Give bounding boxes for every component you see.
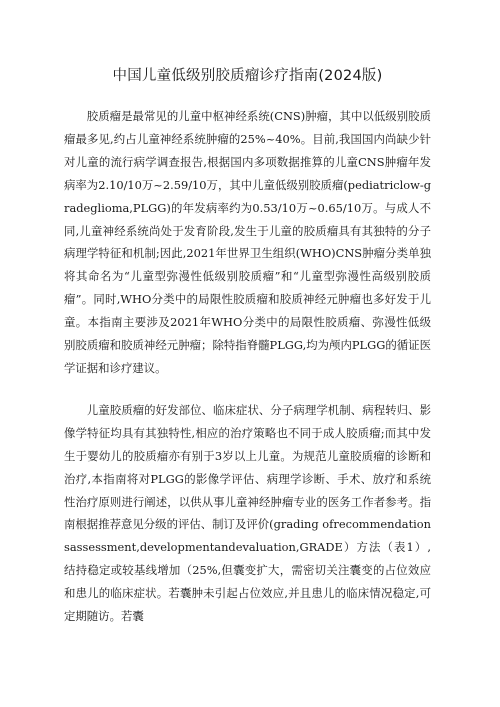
paragraph-gap	[64, 380, 431, 399]
body-paragraph-1: 胶质瘤是最常见的儿童中枢神经系统(CNS)肿瘤，其中以低级别胶质瘤最多见,约占儿童神经系统肿瘤的25%~40%。目前,我国国内尚缺少针对儿童的流行病学调查报告,根据国内多项数据推算的儿童CNS肿瘤年发病率为2.10/10万~2.59/10万，其中儿童低级别胶质瘤(pediatriclow-gradeglioma,PLGG)的年发病率约为0.53/10万~0.65/10万。与成人不同,儿童神经系统尚处于发育阶段,发生于儿童的胶质瘤具有其独特的分子病理学特征和机制;因此,2021年世界卫生组织(WHO)CNS肿瘤分类单独将其命名为“儿童型弥漫性低级别胶质瘤”和“儿童型弥漫性高级别胶质瘤”。同时,WHO分类中的局限性胶质瘤和胶质神经元肿瘤也多好发于儿童。本指南主要涉及2021年WHO分类中的局限性胶质瘤、弥漫性低级别胶质瘤和胶质神经元肿瘤；除特指脊髓PLGG,均为颅内PLGG的循证医学证据和诊疗建议。	[64, 109, 431, 375]
body-paragraph-2: 儿童胶质瘤的好发部位、临床症状、分子病理学机制、病程转归、影像学特征均具有其独特性,相应的治疗策略也不同于成人胶质瘤;而其中发生于婴幼儿的胶质瘤亦有别于3岁以上儿童。为规范儿童胶质瘤的诊断和治疗,本指南将对PLGG的影像学评估、病理学诊断、手术、放疗和系统性治疗原则进行阐述，以供从事儿童神经肿瘤专业的医务工作者参考。指南根据推荐意见分级的评估、制订及评价(grading ofrecommendationsassessment,developmentandevaluation,GRADE）方法（表1）,结持稳定或较基线增加（25%,但囊变扩大，需密切关注囊变的占位效应和患儿的临床症状。若囊肿未引起占位效应,并且患儿的临床情况稳定,可定期随访。若囊	[64, 402, 431, 624]
document-title: 中国儿童低级别胶质瘤诊疗指南(2024版)	[112, 68, 383, 84]
